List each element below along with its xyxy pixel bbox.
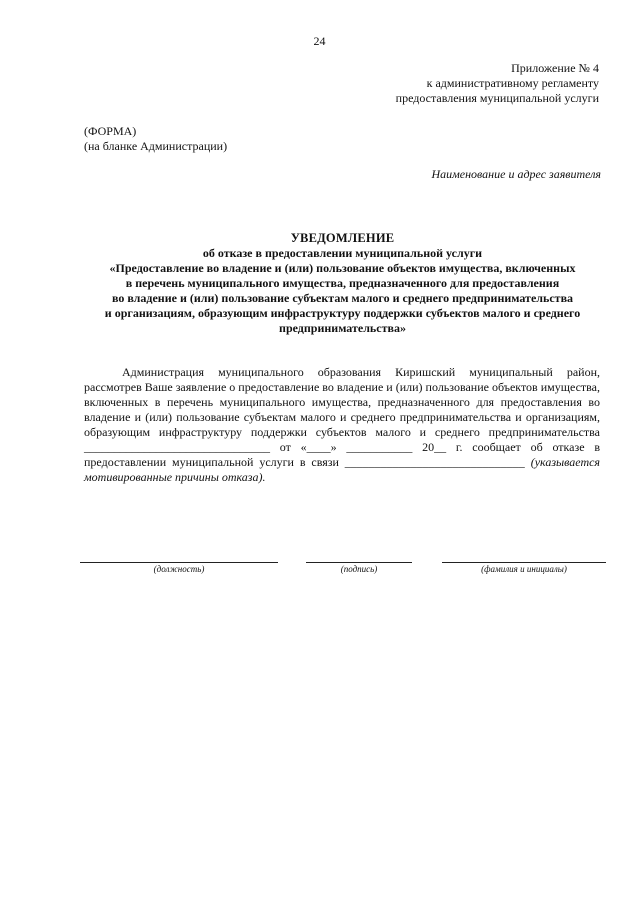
position-line [80, 548, 278, 563]
notice-main-text: Администрация муниципального образования Киришский муниципальный район, рассмотрев Ваше заявление о предоставление во владение и (или) пользование объектов имущества, включенных в перечень муниципального имущества, предназначенного для предоставления во владение и (или) пользование субъектам малого и среднего предпринимательства и организациям, образующим инфраструктуру поддержки субъектов малого и среднего предпринимательства _______________________________ от «____» ___________ 20__ г. сообщает об отказе в предоставлении муниципальной услуги в связи ______________________________ [84, 365, 600, 469]
position-caption: (должность) [153, 564, 205, 574]
appendix-line-1: Приложение № 4 [511, 61, 599, 75]
title-line-1: об отказе в предоставлении муниципальной услуги [202, 246, 483, 260]
notice-paragraph [84, 365, 600, 485]
title-line-2: «Предоставление во владение и (или) пользование объектов имущества, включенных [109, 261, 576, 275]
signature-line [306, 548, 412, 563]
title-heading: УВЕДОМЛЕНИЕ [290, 231, 395, 245]
form-label-line-1: (ФОРМА) [84, 124, 137, 138]
form-label-line-2: (на бланке Администрации) [84, 139, 228, 153]
name-line [442, 548, 606, 563]
appendix-line-2: к административному регламенту [426, 76, 599, 90]
appendix-line-3: предоставления муниципальной услуги [395, 91, 599, 105]
appendix-note [299, 61, 599, 106]
title-line-4: во владение и (или) пользование субъектам малого и среднего предпринимательства [111, 291, 574, 305]
title-line-5: и организациям, образующим инфраструктуру поддержки субъектов малого и среднего [104, 306, 581, 320]
signature-caption: (подпись) [340, 564, 378, 574]
name-signature-field [442, 548, 606, 578]
document-title [60, 231, 625, 336]
form-label [84, 124, 227, 154]
notice-body [84, 365, 600, 485]
page-number: 24 [313, 34, 326, 48]
title-line-3: в перечень муниципального имущества, предназначенного для предоставления [125, 276, 560, 290]
name-caption: (фамилия и инициалы) [481, 564, 567, 574]
position-signature-field [80, 548, 278, 578]
title-line-6: предпринимательства» [279, 321, 406, 335]
signature-field [306, 548, 412, 578]
applicant-caption: Наименование и адрес заявителя [431, 167, 601, 181]
reason-note: (указывается мотивированные причины отказа). [84, 455, 601, 484]
